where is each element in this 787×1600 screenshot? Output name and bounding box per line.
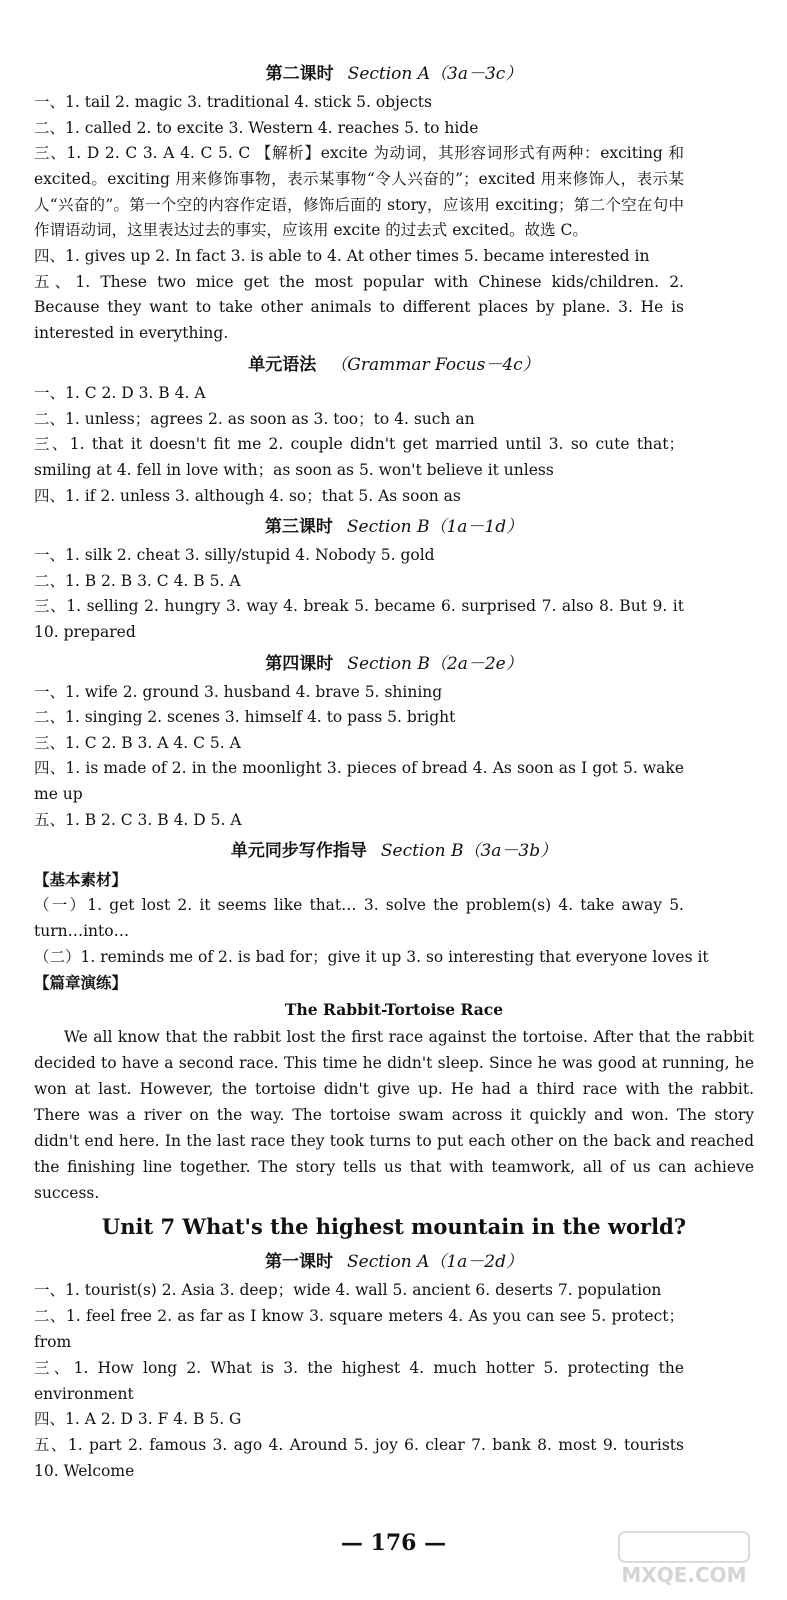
heading-grammar: 单元语法 （Grammar Focus－4c） [248,355,540,376]
answer-paragraph: 四、1. is made of 2. in the moonlight 3. pieces of bread 4. As soon as I got 5. wake me up [34,759,684,804]
answer-paragraph: 三、1. that it doesn't fit me 2. couple didn't get married until 3. so cute that；smiling at 4. fell in love with；as soon as 5. won't believe it unless [34,435,684,479]
essay-body [34,1024,754,1206]
answer-paragraph: 二、1. feel free 2. as far as I know 3. square meters 4. As you can see 5. protect；from [34,1307,684,1352]
answer-paragraph: 一、1. tourist(s) 2. Asia 3. deep；wide 4. wall 5. ancient 6. deserts 7. population [34,1281,662,1300]
watermark-frame [619,1532,749,1562]
answer-paragraph: 三、1. selling 2. hungry 3. way 4. break 5. became 6. surprised 7. also 8. But 9. it 10. prepared [34,597,684,641]
essay-title: The Rabbit-Tortoise Race [284,1000,504,1020]
answer-page [34,56,754,1485]
page-number: — 176 — [340,1530,447,1556]
answer-line: 二、1. B 2. B 3. C 4. B 5. A [34,571,241,590]
answer-line: 一、1. wife 2. ground 3. husband 4. brave 5. shining [34,682,443,701]
answer-paragraph: 五、1. These two mice get the most popular with Chinese kids/children. 2. Because they want to take other animals to different places by plane. 3. He is interested in everything. [34,272,684,343]
answer-line: 四、1. gives up 2. In fact 3. is able to 4. At other times 5. became interested in [34,247,650,266]
answer-paragraph: 三、1. D 2. C 3. A 4. C 5. C 【解析】excite 为动词，其形容词形式有两种：exciting 和 excited。exciting 用来修饰事物，表示某事物“令人兴奋的”；excited 用来修饰人，表示某人“兴奋的”。第一个空的内容作定语，修饰后面的 story，应该用 exciting；第二个空在句中作谓语动词，这里表达过去的事实，应该用 excite 的过去式 excited。故选 C。 [34,144,684,240]
heading-lesson-4: 第四课时 Section B（2a－2e） [265,653,523,674]
answer-line: 一、1. silk 2. cheat 3. silly/stupid 4. Nobody 5. gold [34,546,435,565]
answer-line: 二、1. singing 2. scenes 3. himself 4. to pass 5. bright [34,708,456,727]
heading-lesson-2: 第二课时 Section A（3a－3c） [265,64,523,84]
essay-paragraph: We all know that the rabbit lost the first race against the tortoise. After that the rabbit decided to have a second race. This time he didn't sleep. Since he was good at running, he won at last. However, the tortoise didn't give up. He had a third race with the rabbit. There was a river on the way. The tortoise swam across it quickly and won. The story didn't end here. In the last race they took turns to put each other on the back and reached the finishing line together. The story tells us that with teamwork, all of us can achieve success. [34,1028,754,1203]
answer-line: 二、1. called 2. to excite 3. Western 4. reaches 5. to hide [34,118,479,137]
watermark-logo [599,1526,769,1590]
answer-line: 二、1. unless；agrees 2. as soon as 3. too；to 4. such an [34,409,475,428]
answer-line: 一、1. C 2. D 3. B 4. A [34,384,206,403]
answer-line: 四、1. A 2. D 3. F 4. B 5. G [34,1410,242,1429]
answer-paragraph: 三、1. How long 2. What is 3. the highest 4. much hotter 5. protecting the environment [34,1358,684,1403]
answer-line: 一、1. tail 2. magic 3. traditional 4. stick 5. objects [34,93,432,111]
answer-paragraph: （一）1. get lost 2. it seems like that… 3. solve the problem(s) 4. take away 5. turn…into… [34,896,684,941]
answer-line: （二）1. reminds me of 2. is bad for；give it up 3. so interesting that everyone loves it [34,947,709,966]
heading-writing-guide: 单元同步写作指导 Section B（3a－3b） [230,841,558,862]
unit-title: Unit 7 What's the highest mountain in the world? [101,1214,687,1240]
answer-line: 四、1. if 2. unless 3. although 4. so；that 5. As soon as [34,486,461,505]
answer-line: 三、1. C 2. B 3. A 4. C 5. A [34,733,241,752]
heading-unit7-lesson-1: 第一课时 Section A（1a－2d） [264,1252,523,1273]
heading-lesson-3: 第三课时 Section B（1a－1d） [264,517,524,538]
answer-paragraph: 五、1. part 2. famous 3. ago 4. Around 5. joy 6. clear 7. bank 8. most 9. tourists 10. Welcome [34,1435,684,1480]
section-tag-materials: 【基本素材】 [34,870,128,890]
watermark-text: MXQE.COM [621,1563,747,1587]
answer-line: 五、1. B 2. C 3. B 4. D 5. A [34,810,242,829]
section-tag-practice: 【篇章演练】 [34,973,128,993]
